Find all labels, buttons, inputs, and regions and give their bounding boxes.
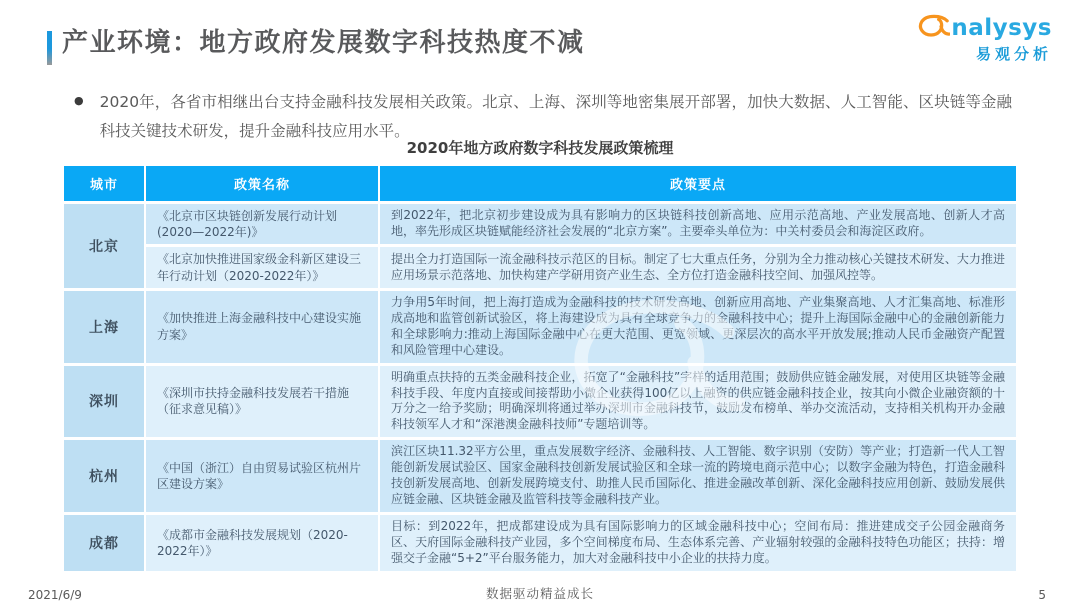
table-row-shanghai xyxy=(64,291,1016,363)
header-cell-city: 城市 xyxy=(64,166,144,201)
policy-name-cell: 《加快推进上海金融科技中心建设实施方案》 xyxy=(146,291,378,363)
policy-points-cell: 到2022年，把北京初步建设成为具有影响力的区块链科技创新高地、应用示范高地、产业发展高地、创新人才高地，率先形成区块链赋能经济社会发展的“北京方案”。主要牵头单位为：中关村委员会和海淀区政府。 xyxy=(380,204,1016,244)
policy-name-cell: 《中国（浙江）自由贸易试验区杭州片区建设方案》 xyxy=(146,440,378,512)
page-title: 产业环境：地方政府发展数字科技热度不减 xyxy=(62,28,585,58)
footer-date: 2021/6/9 xyxy=(28,588,82,602)
header-cell-policy-name: 政策名称 xyxy=(146,166,378,201)
title-accent-bar xyxy=(47,31,52,65)
analysys-wordmark-text: nalysys xyxy=(951,15,1052,41)
header-cell-policy-points: 政策要点 xyxy=(380,166,1016,201)
analysys-logo xyxy=(916,14,1052,64)
footer-tagline: 数据驱动精益成长 xyxy=(485,586,594,601)
policy-name-cell: 《成都市金融科技发展规划（2020-2022年）》 xyxy=(146,515,378,571)
policy-name-cell: 《北京加快推进国家级金科新区建设三年行动计划（2020-2022年）》 xyxy=(146,247,378,287)
policy-name-cell: 《北京市区块链创新发展行动计划(2020—2022年)》 xyxy=(146,204,378,244)
analysys-chinese-name: 易观分析 xyxy=(975,45,1052,63)
bullet-dot-icon: ● xyxy=(74,94,84,107)
city-cell-shenzhen: 深圳 xyxy=(64,366,144,438)
policy-points-cell: 目标：到2022年，把成都建设成为具有国际影响力的区域金融科技中心；空间布局：推进建成交子公园金融商务区、天府国际金融科技产业园，多个空间梯度布局、生态体系完善、产业辐射较强的金融科技特色功能区；扶持：增强交子金融“5+2”平台服务能力，加大对金融科技中小企业的扶持力度。 xyxy=(380,515,1016,571)
table-row-shenzhen xyxy=(64,366,1016,438)
table-row-chengdu xyxy=(64,515,1016,571)
policy-name-cell: 《深圳市扶持金融科技发展若干措施（征求意见稿）》 xyxy=(146,366,378,438)
table-title: 2020年地方政府数字科技发展政策梳理 xyxy=(406,139,674,157)
footer-page-number: 5 xyxy=(1038,588,1046,602)
table-header-row xyxy=(64,166,1016,201)
policy-points-cell: 提出全力打造国际一流金融科技示范区的目标。制定了七大重点任务，分别为全力推动核心关键技术研发、大力推进应用场景示范落地、加快构建产学研用资产业生态、全方位打造金融科技空间、加强风控等。 xyxy=(380,247,1016,287)
city-cell-beijing: 北京 xyxy=(64,204,144,288)
policy-points-cell: 力争用5年时间，把上海打造成为金融科技的技术研发高地、创新应用高地、产业集聚高地、人才汇集高地、标准形成高地和监管创新试验区，将上海建设成为具有全球竞争力的金融科技中心；提升上海国际金融中心的金融创新能力和全球影响力:推动上海国际金融中心在更大范围、更宽领域、更深层次的高水平开放发展;推动人民币金融资产配置和风险管理中心建设。 xyxy=(380,291,1016,363)
analysys-wordmark xyxy=(916,14,1052,40)
policy-table xyxy=(62,163,1018,574)
city-cell-hangzhou: 杭州 xyxy=(64,440,144,512)
policy-points-cell: 明确重点扶持的五类金融科技企业，拓宽了“金融科技”字样的适用范围；鼓励供应链金融发展，对使用区块链等金融科技手段、年度内直接或间接帮助小微企业获得100亿以上融资的供应链金融科技企业，按其向小微企业融资额的十万分之一给予奖励；明确深圳将通过举办深圳市金融科技节，鼓励发布榜单、举办交流活动，支持相关机构开办金融科技领军人才和“深港澳金融科技师”专题培训等。 xyxy=(380,366,1016,438)
table-row-hangzhou xyxy=(64,440,1016,512)
city-cell-chengdu: 成都 xyxy=(64,515,144,571)
policy-points-cell: 滨江区块11.32平方公里，重点发展数字经济、金融科技、人工智能、数字识别（安防）等产业；打造新一代人工智能创新发展试验区、国家金融科技创新发展试验区和全球一流的跨境电商示范中心；以数字金融为特色，打造金融科技创新发展高地、创新发展跨境支付、助推人民币国际化、推进金融改革创新、深化金融科技应用创新、鼓励发展供应链金融、区块链金融及监管科技等金融科技产业。 xyxy=(380,440,1016,512)
summary-text: 2020年，各省市相继出台支持金融科技发展相关政策。北京、上海、深圳等地密集展开部署，加快大数据、人工智能、区块链等金融科技关键技术研发，提升金融科技应用水平。 xyxy=(99,93,1012,140)
city-cell-shanghai: 上海 xyxy=(64,291,144,363)
logo-a-swoosh-icon xyxy=(916,14,950,39)
table-row-beijing-1 xyxy=(64,204,1016,244)
table-row-beijing-2 xyxy=(64,247,1016,287)
